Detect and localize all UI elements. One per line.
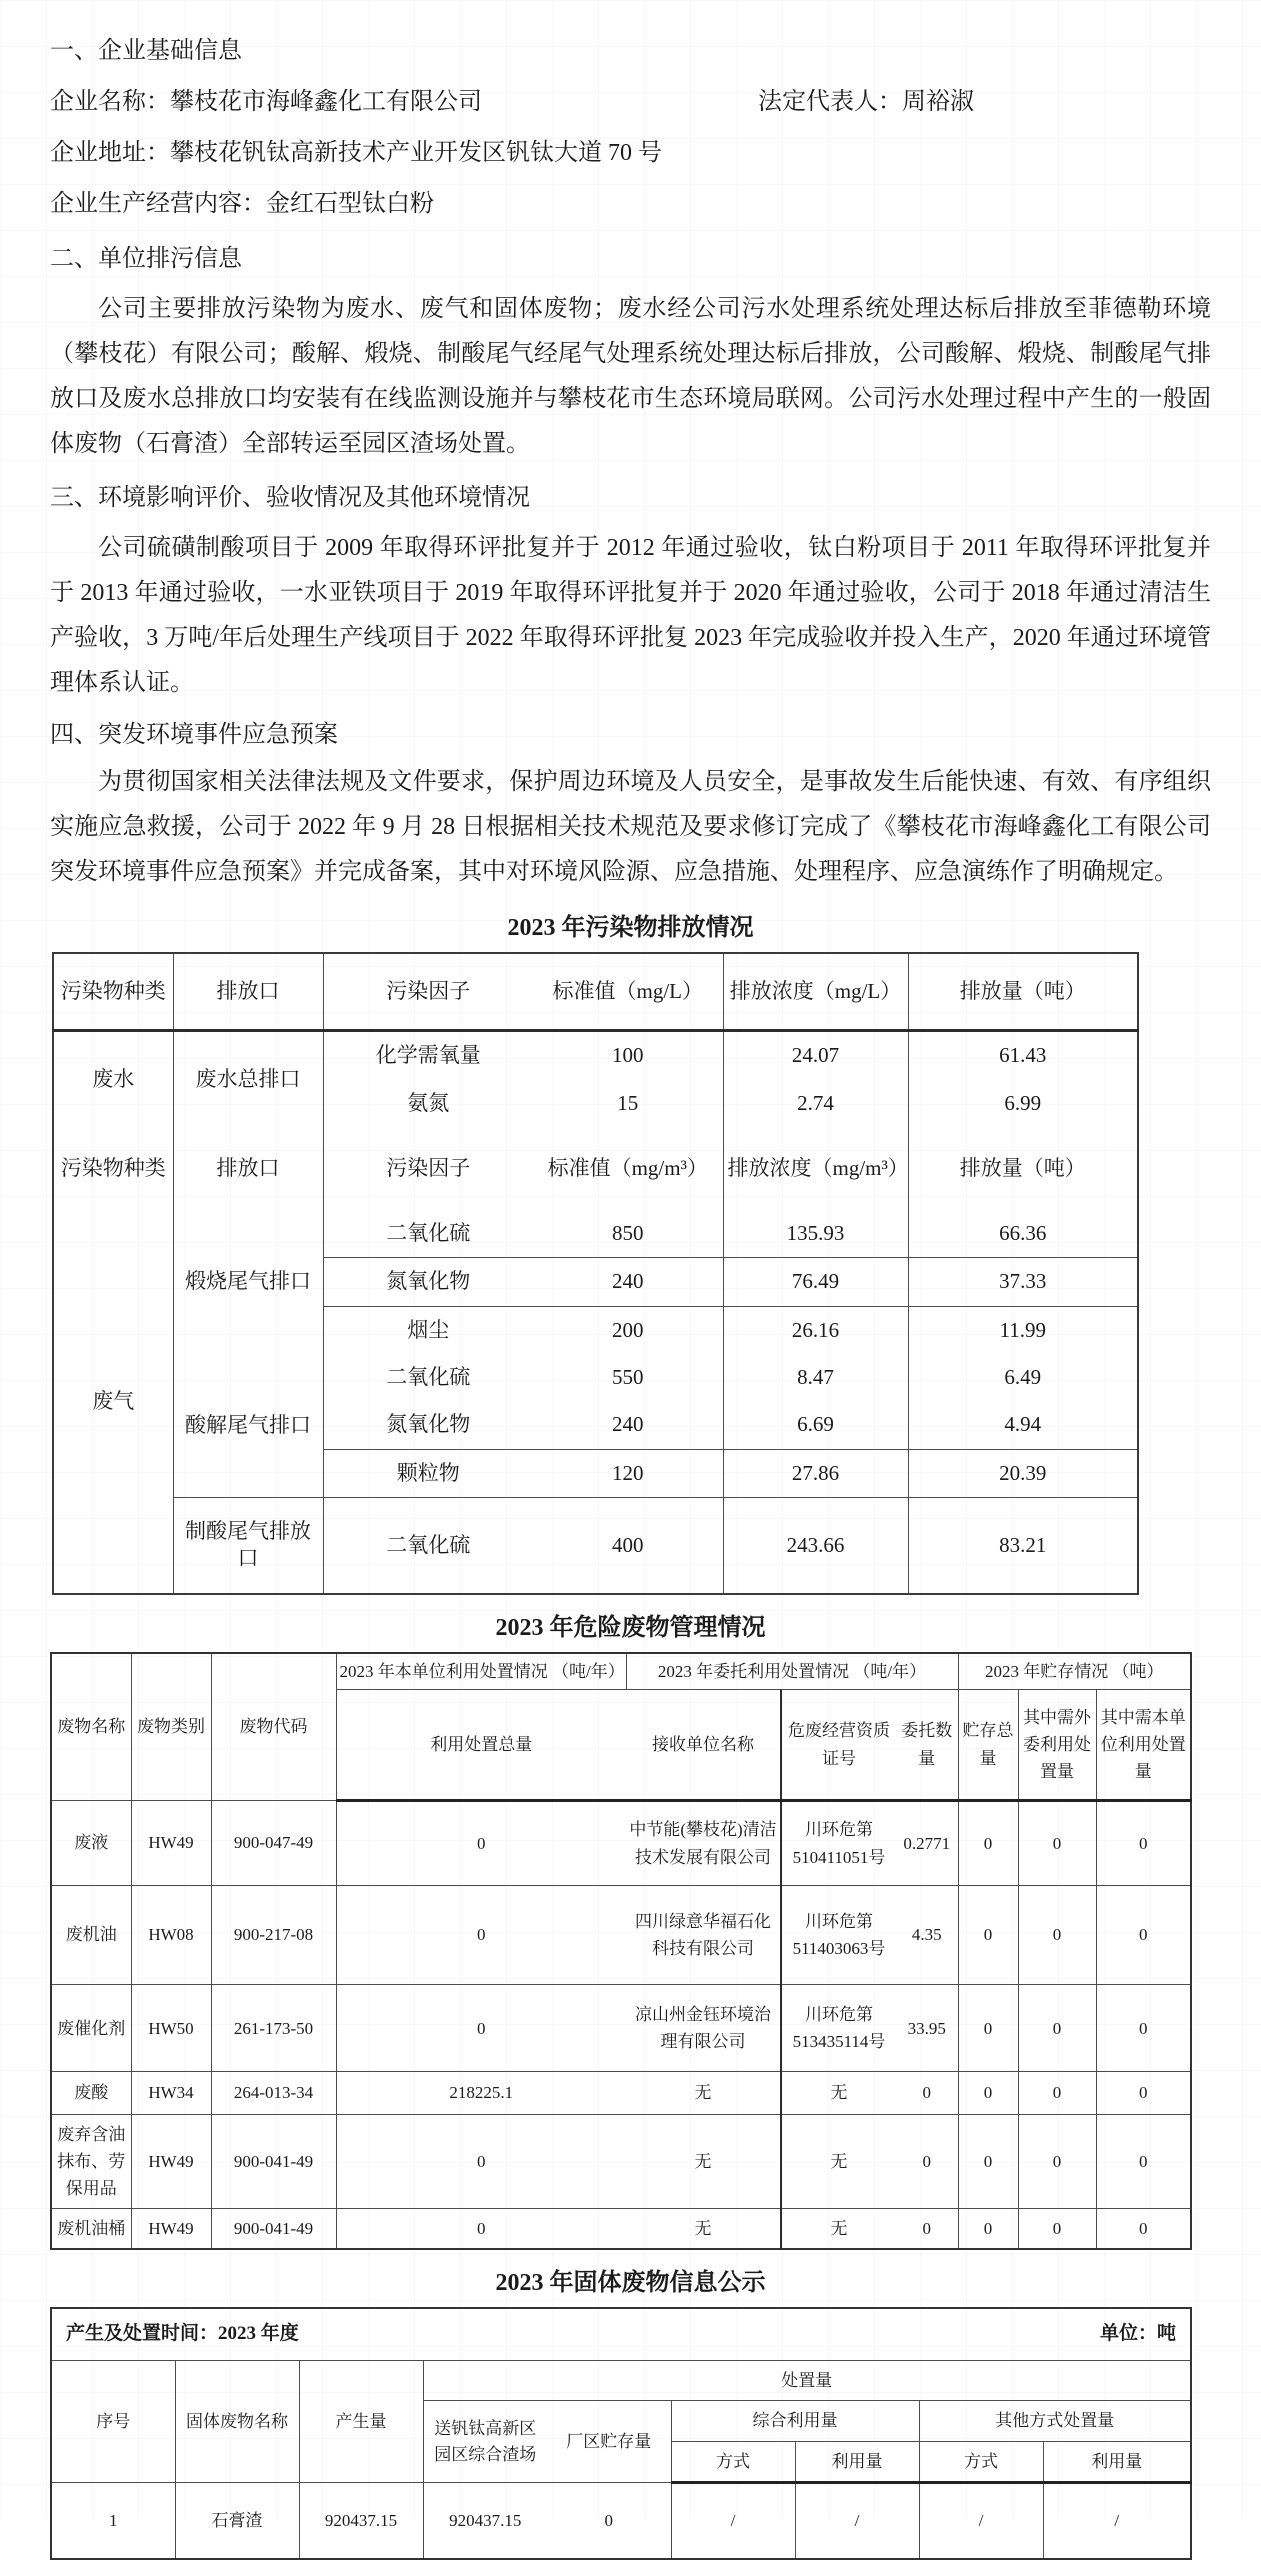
table-row (53, 1354, 1138, 1401)
cell-factor: 二氧化硫 (323, 1210, 533, 1258)
header-use-amount: 利用量 (795, 2441, 919, 2483)
cell-outsourced: 0 (1018, 2209, 1096, 2250)
cell-plant-storage: 0 (547, 2483, 671, 2559)
cell-outsourced: 0 (1018, 1885, 1096, 1984)
table-row (51, 1885, 1191, 1984)
cell-concentration: 24.07 (723, 1031, 908, 1080)
cell-concentration: 6.69 (723, 1401, 908, 1449)
cell-outsourced: 0 (1018, 2114, 1096, 2209)
cell-license: 川环危第511403063号 (781, 1885, 896, 1984)
cell-factor: 二氧化硫 (323, 1354, 533, 1401)
cell-outsourced: 0 (1018, 1801, 1096, 1885)
header-storage-total: 贮存总量 (958, 1689, 1018, 1801)
cell-license: 川环危第510411051号 (781, 1801, 896, 1885)
cell-amount: 6.49 (908, 1354, 1138, 1401)
header-factor: 污染因子 (323, 1127, 533, 1210)
cell-concentration: 26.16 (723, 1306, 908, 1354)
company-name: 企业名称：攀枝花市海峰鑫化工有限公司 (50, 89, 482, 115)
caption-cell (51, 2308, 1191, 2360)
cell-waste-category: HW08 (131, 1885, 211, 1984)
header-waste-code: 废物代码 (211, 1653, 336, 1801)
solid-waste-caption-row (51, 2308, 1191, 2360)
cell-concentration: 243.66 (723, 1497, 908, 1593)
cell-license: 川环危第513435114号 (781, 1985, 896, 2072)
cell-outlet-acidmaking: 制酸尾气排放口 (173, 1497, 323, 1593)
header-output: 产生量 (299, 2360, 423, 2483)
cell-quantity: 0 (896, 2072, 958, 2114)
cell-factor: 化学需氧量 (323, 1031, 533, 1080)
cell-amount: 11.99 (908, 1306, 1138, 1354)
cell-kind-wastewater: 废水 (53, 1031, 173, 1127)
cell-self-use: 0 (1096, 2209, 1191, 2250)
cell-receiver: 无 (626, 2072, 781, 2114)
solid-waste-table-title: 2023 年固体废物信息公示 (495, 2270, 766, 2297)
table-row (53, 1031, 1138, 1080)
business-scope: 企业生产经营内容：金红石型钛白粉 (50, 191, 434, 217)
cell-quantity: 33.95 (896, 1985, 958, 2072)
header-receiver-name: 接收单位名称 (626, 1689, 781, 1801)
cell-waste-category: HW50 (131, 1985, 211, 2072)
solid-waste-table (50, 2307, 1192, 2560)
cell-receiver: 无 (626, 2209, 781, 2250)
cell-amount: 20.39 (908, 1449, 1138, 1497)
cell-license: 无 (781, 2209, 896, 2250)
cell-receiver: 无 (626, 2114, 781, 2209)
cell-waste-code: 264-013-34 (211, 2072, 336, 2114)
hazardous-table-group-header (51, 1653, 1191, 1690)
cell-solid-waste-name: 石膏渣 (175, 2483, 299, 2559)
cell-kind-wastegas: 废气 (53, 1210, 173, 1593)
cell-outsourced: 0 (1018, 2072, 1096, 2114)
cell-other-amount: / (1043, 2483, 1191, 2559)
header-factor: 污染因子 (323, 953, 533, 1031)
cell-factor: 氮氧化物 (323, 1258, 533, 1306)
pollutant-table-title: 2023 年污染物排放情况 (507, 915, 754, 941)
table-row (51, 1985, 1191, 2072)
header-solid-waste-name: 固体废物名称 (175, 2360, 299, 2483)
table-row (51, 2114, 1191, 2209)
cell-self-use: 0 (1096, 2114, 1191, 2209)
header-amount: 排放量（吨） (908, 1127, 1138, 1210)
cell-waste-name: 废液 (51, 1801, 131, 1885)
cell-factor: 氨氮 (323, 1080, 533, 1127)
cell-concentration: 76.49 (723, 1258, 908, 1306)
cell-waste-name: 废催化剂 (51, 1985, 131, 2072)
cell-output: 920437.15 (299, 2483, 423, 2559)
cell-receiver: 中节能(攀枝花)清洁技术发展有限公司 (626, 1801, 781, 1885)
cell-self-total: 218225.1 (336, 2072, 626, 2114)
cell-factor: 二氧化硫 (323, 1497, 533, 1593)
table-row (53, 1210, 1138, 1258)
solid-waste-header-row1 (51, 2360, 1191, 2401)
section3-heading: 三、环境影响评价、验收情况及其他环境情况 (50, 485, 530, 511)
header-standard: 标准值（mg/m³） (533, 1127, 723, 1210)
header-storage-group: 2023 年贮存情况 （吨） (958, 1653, 1191, 1690)
header-disposal-group: 处置量 (423, 2360, 1191, 2401)
table-row (51, 2072, 1191, 2114)
company-address: 企业地址：攀枝花钒钛高新技术产业开发区钒钛大道 70 号 (50, 140, 662, 166)
cell-receiver: 凉山州金钰环境治理有限公司 (626, 1985, 781, 2072)
cell-waste-code: 900-217-08 (211, 1885, 336, 1984)
cell-waste-name: 废机油 (51, 1885, 131, 1984)
header-use-amount: 利用量 (1043, 2441, 1191, 2483)
cell-standard: 850 (533, 1210, 723, 1258)
section2-heading: 二、单位排污信息 (50, 246, 242, 272)
cell-waste-name: 废弃含油抹布、劳保用品 (51, 2114, 131, 2209)
cell-self-use: 0 (1096, 2072, 1191, 2114)
header-pollutant-kind: 污染物种类 (53, 953, 173, 1031)
cell-waste-name: 废机油桶 (51, 2209, 131, 2250)
table-row (51, 2209, 1191, 2250)
cell-storage-total: 0 (958, 1985, 1018, 2072)
cell-outlet-wastewater: 废水总排口 (173, 1031, 323, 1127)
cell-waste-code: 261-173-50 (211, 1985, 336, 2072)
header-concentration: 排放浓度（mg/L） (723, 953, 908, 1031)
cell-self-use: 0 (1096, 1885, 1191, 1984)
unit-label: 单位：吨 (1100, 2323, 1177, 2345)
cell-outsourced: 0 (1018, 1985, 1096, 2072)
cell-standard: 15 (533, 1080, 723, 1127)
cell-self-total: 0 (336, 2209, 626, 2250)
table-row (53, 1497, 1138, 1593)
pollutant-discharge-table (52, 952, 1139, 1595)
cell-factor: 烟尘 (323, 1306, 533, 1354)
header-pollutant-kind: 污染物种类 (53, 1127, 173, 1210)
cell-storage-total: 0 (958, 2114, 1018, 2209)
cell-standard: 120 (533, 1449, 723, 1497)
table-row (51, 1801, 1191, 1885)
section3-paragraph: 公司硫磺制酸项目于 2009 年取得环评批复并于 2012 年通过验收，钛白粉项目于 2011 年取得环评批复并于 2013 年通过验收，一水亚铁项目于 2019 年取得环评批复并于 2020 年通过验收，公司于 2018 年通过清洁生产验收，3 万吨/年后处理生产线项目于 2022 年取得环评批复 2023 年完成验收并投入生产，2020 年通过环境管理体系认证。 (50, 535, 1211, 696)
hazardous-waste-table (50, 1652, 1192, 2251)
header-waste-name: 废物名称 (51, 1653, 131, 1801)
cell-waste-category: HW49 (131, 2209, 211, 2250)
cell-waste-category: HW34 (131, 2072, 211, 2114)
cell-quantity: 0.2771 (896, 1801, 958, 1885)
pollutant-table-subheader (53, 1127, 1138, 1210)
header-self-use-amount: 其中需本单位利用处置量 (1096, 1689, 1191, 1801)
cell-self-use: 0 (1096, 1985, 1191, 2072)
company-name-row (50, 77, 1211, 128)
section4-paragraph: 为贯彻国家相关法律法规及文件要求，保护周边环境及人员安全，是事故发生后能快速、有效、有序组织实施应急救援，公司于 2022 年 9 月 28 日根据相关技术规范及要求修订完成了《攀枝花市海峰鑫化工有限公司突发环境事件应急预案》并完成备案，其中对环境风险源、应急措施、处理程序、应急演练作了明确规定。 (50, 769, 1211, 885)
cell-self-total: 0 (336, 1801, 626, 1885)
cell-standard: 240 (533, 1258, 723, 1306)
cell-quantity: 0 (896, 2114, 958, 2209)
header-self-disposal-total: 利用处置总量 (336, 1689, 626, 1801)
header-plant-storage: 厂区贮存量 (547, 2401, 671, 2483)
cell-concentration: 2.74 (723, 1080, 908, 1127)
header-entrusted-quantity: 委托数量 (896, 1689, 958, 1801)
cell-amount: 83.21 (908, 1497, 1138, 1593)
cell-factor: 氮氧化物 (323, 1401, 533, 1449)
header-comprehensive-use: 综合利用量 (671, 2401, 919, 2442)
header-concentration: 排放浓度（mg/m³） (723, 1127, 908, 1210)
pollutant-table-header (53, 953, 1138, 1031)
cell-concentration: 8.47 (723, 1354, 908, 1401)
cell-license: 无 (781, 2114, 896, 2209)
disposal-period: 产生及处置时间：2023 年度 (66, 2323, 299, 2345)
cell-storage-total: 0 (958, 2209, 1018, 2250)
cell-waste-code: 900-041-49 (211, 2209, 336, 2250)
cell-self-total: 0 (336, 1985, 626, 2072)
cell-waste-code: 900-047-49 (211, 1801, 336, 1885)
hazardous-waste-table-title: 2023 年危险废物管理情况 (495, 1614, 766, 1641)
cell-factor: 颗粒物 (323, 1449, 533, 1497)
header-outsourced-amount: 其中需外委利用处置量 (1018, 1689, 1096, 1801)
cell-quantity: 0 (896, 2209, 958, 2250)
cell-storage-total: 0 (958, 1885, 1018, 1984)
cell-waste-category: HW49 (131, 1801, 211, 1885)
cell-standard: 400 (533, 1497, 723, 1593)
cell-receiver: 四川绿意华福石化科技有限公司 (626, 1885, 781, 1984)
legal-representative: 法定代表人：周裕淑 (758, 89, 974, 115)
cell-waste-code: 900-041-49 (211, 2114, 336, 2209)
cell-standard: 100 (533, 1031, 723, 1080)
header-seq: 序号 (51, 2360, 175, 2483)
header-mode: 方式 (919, 2441, 1043, 2483)
header-license-number: 危废经营资质证号 (781, 1689, 896, 1801)
cell-comprehensive-mode: / (671, 2483, 795, 2559)
header-amount: 排放量（吨） (908, 953, 1138, 1031)
cell-outlet-calcination: 煅烧尾气排口 (173, 1210, 323, 1354)
cell-self-use: 0 (1096, 1801, 1191, 1885)
cell-amount: 61.43 (908, 1031, 1138, 1080)
cell-standard: 550 (533, 1354, 723, 1401)
cell-standard: 240 (533, 1401, 723, 1449)
cell-waste-name: 废酸 (51, 2072, 131, 2114)
cell-storage-total: 0 (958, 1801, 1018, 1885)
cell-concentration: 27.86 (723, 1449, 908, 1497)
cell-other-mode: / (919, 2483, 1043, 2559)
header-outlet: 排放口 (173, 1127, 323, 1210)
cell-outlet-acidolysis: 酸解尾气排口 (173, 1354, 323, 1497)
header-waste-category: 废物类别 (131, 1653, 211, 1801)
header-standard: 标准值（mg/L） (533, 953, 723, 1031)
header-entrusted-group: 2023 年委托利用处置情况 （吨/年） (626, 1653, 958, 1690)
cell-comprehensive-amount: / (795, 2483, 919, 2559)
cell-waste-category: HW49 (131, 2114, 211, 2209)
cell-standard: 200 (533, 1306, 723, 1354)
cell-yard-amount: 920437.15 (423, 2483, 547, 2559)
cell-quantity: 4.35 (896, 1885, 958, 1984)
section4-heading: 四、突发环境事件应急预案 (50, 722, 338, 748)
header-self-disposal-group: 2023 年本单位利用处置情况 （吨/年） (336, 1653, 626, 1690)
header-other-disposal: 其他方式处置量 (919, 2401, 1191, 2442)
cell-seq: 1 (51, 2483, 175, 2559)
header-mode: 方式 (671, 2441, 795, 2483)
section2-paragraph: 公司主要排放污染物为废水、废气和固体废物；废水经公司污水处理系统处理达标后排放至菲德勒环境（攀枝花）有限公司；酸解、煅烧、制酸尾气经尾气处理系统处理达标后排放，公司酸解、煅烧、制酸尾气排放口及废水总排放口均安装有在线监测设施并与攀枝花市生态环境局联网。公司污水处理过程中产生的一般固体废物（石膏渣）全部转运至园区渣场处置。 (50, 296, 1211, 457)
header-outlet: 排放口 (173, 953, 323, 1031)
cell-license: 无 (781, 2072, 896, 2114)
header-yard: 送钒钛高新区园区综合渣场 (423, 2401, 547, 2483)
cell-self-total: 0 (336, 2114, 626, 2209)
table-row (51, 2483, 1191, 2559)
cell-storage-total: 0 (958, 2072, 1018, 2114)
cell-self-total: 0 (336, 1885, 626, 1984)
cell-amount: 66.36 (908, 1210, 1138, 1258)
section1-heading: 一、企业基础信息 (50, 38, 242, 64)
cell-amount: 37.33 (908, 1258, 1138, 1306)
cell-amount: 4.94 (908, 1401, 1138, 1449)
cell-concentration: 135.93 (723, 1210, 908, 1258)
cell-amount: 6.99 (908, 1080, 1138, 1127)
